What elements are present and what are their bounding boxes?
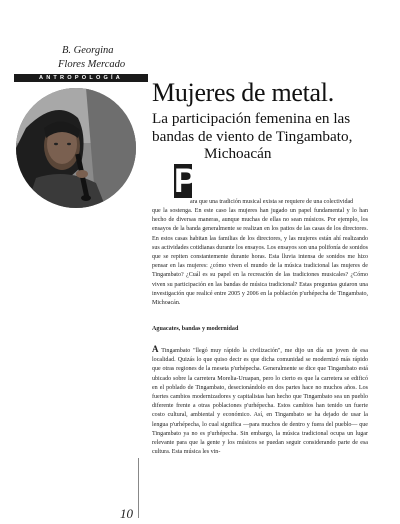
paragraph-1-first-line: ara que una tradición musical exista se requiere de una colectividad: [190, 199, 354, 205]
article-subtitle: [152, 110, 392, 163]
paragraph-2: [152, 345, 368, 457]
author-line-1: B. Georgina: [62, 45, 114, 56]
photo-illustration: [16, 88, 136, 208]
paragraph-2-text: Tingambato "llegó muy rápido la civilización", me dijo un día un joven de esa localidad. Quizás lo que quiso decir es que dicha comunidad se modernizó más rápido que otras regiones de la meseta p'urhépecha. Generalmente se dice que Tingambato está ubicado sobre la carretera Morelia-Uruapan, pero lo cierto es que la carretera se edificó en el poblado de Tingambato, desecionándolo en dos partes hace no muchos años. Los fuertes cambios modernizadores y capitalistas han hecho que Tingambato sea un pueblo diferente frente a otras poblaciones p'urhépecha. Estos cambios han tenido un fuerte costo cultural, ambiental y económico. Así, en Tingambato se ha dejado de usar la lengua p'urhépecha, lo cual significa —para muchos de dentro y fuera del pueblo— que Tingambato ya no es p'urhépecha. Sin embargo, la música tradicional ocupa un lugar relevante para que la gente y los músicos se puedan seguir considerando parte de esa cultura. Esta música les vin-: [152, 348, 368, 456]
girl-playing-clarinet-photo: [16, 88, 136, 208]
section-bar: [14, 74, 148, 82]
margin-rule: [138, 458, 139, 518]
section-subheading: Aguacates, bandas y modernidad: [152, 326, 239, 332]
drop-cap: P: [174, 162, 197, 200]
article-title: Mujeres de metal.: [152, 78, 334, 107]
subtitle-line-2: bandas de viento de Tingambato,: [152, 127, 353, 145]
subtitle-line-1: La participación femenina en las: [152, 110, 351, 127]
paragraph-1-body: que la sostenga. En este caso las mujeres han jugado un papel fundamental y lo han hecho de diversas maneras, aunque muchas de ellas no sean músicos. Por ejemplo, los ensayos de la banda generalmente se realizan en los patios de las casas de los directores. En estos casas habitan las familias de los directores, y las mujeres están ahí realizando sus actividades cotidianas durante los ensayos. Los ensayos son una polifonía de sonidos que se repiten constantemente durante horas. Esta lluvia intensa de sonidos me hizo pensar en las mujeres: ¿cómo viven el mundo de la música tradicional las mujeres de Tingambato? ¿Cuál es su papel en la recreación de las tradiciones musicales? ¿Cómo viven su participación en las bandas de música tradicional? Estas preguntas guiaron una investigación que realicé entre 2005 y 2006 en la población p'urhépecha de Tingambato, Michoacán.: [152, 208, 368, 307]
author-line-2: Flores Mercado: [58, 59, 126, 70]
author-name: [58, 44, 144, 72]
section-label: ANTROPOLOGÍA: [38, 75, 124, 81]
paragraph-2-lead-letter: A: [152, 344, 159, 354]
subtitle-line-3: Michoacán: [204, 145, 272, 162]
page-number: 10: [120, 506, 133, 521]
